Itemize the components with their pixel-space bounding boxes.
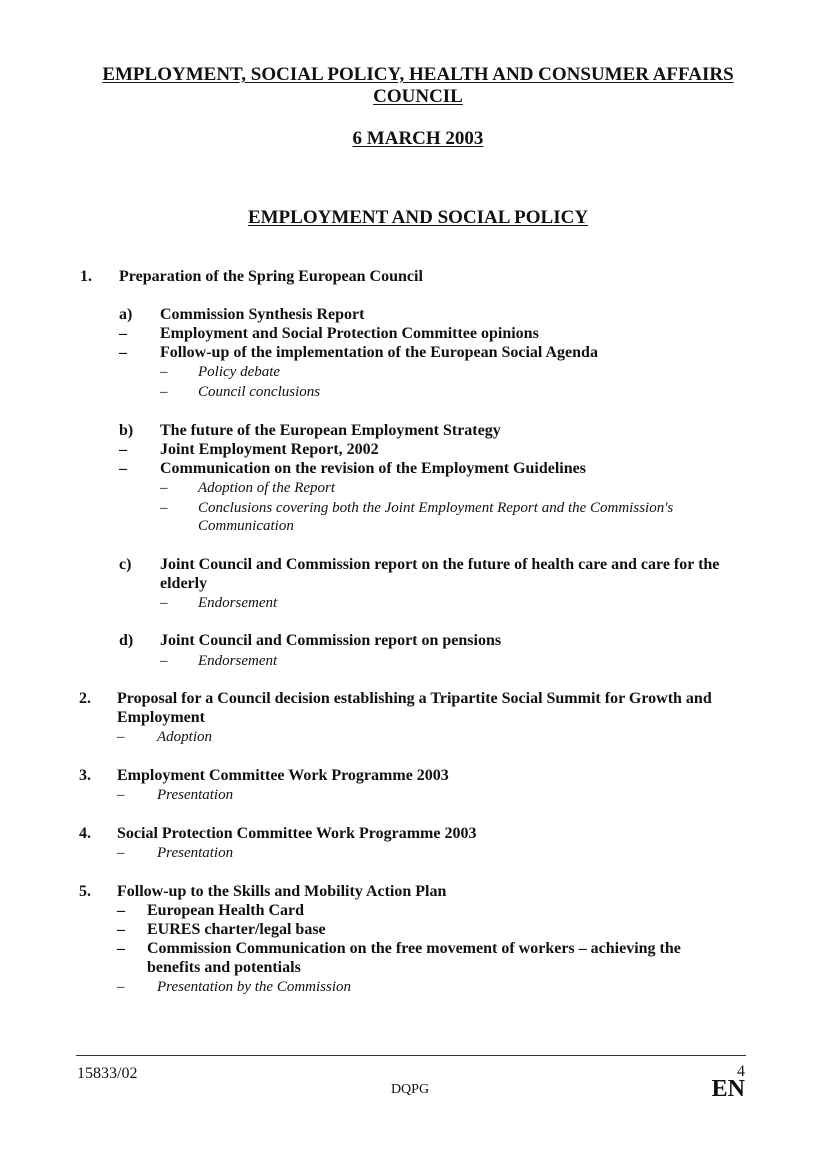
item-1b-subitem-2: Communication on the revision of the Employment Guidelines	[160, 460, 586, 477]
item-2-title-line1: Proposal for a Council decision establishing a Tripartite Social Summit for Growth and	[117, 690, 712, 707]
item-2-title-line2: Employment	[117, 709, 205, 726]
item-2-number: 2.	[79, 690, 91, 707]
item-1b-action-1: Adoption of the Report	[198, 480, 336, 496]
item-5-title: Follow-up to the Skills and Mobility Action Plan	[117, 883, 447, 900]
dash: –	[117, 729, 125, 745]
page-number: 4	[737, 1063, 745, 1080]
language-code: EN	[711, 1076, 745, 1102]
item-1b-subitem-1: Joint Employment Report, 2002	[160, 441, 379, 458]
item-4-action-1: Presentation	[157, 845, 234, 861]
dash: –	[117, 979, 125, 995]
department-code: DQPG	[390, 1082, 430, 1097]
item-5-subitem-3-line1: Commission Communication on the free movement of workers – achieving the	[147, 940, 681, 957]
dash: –	[160, 500, 168, 516]
item-1c-title-line2: elderly	[160, 575, 208, 592]
document-reference: 15833/02	[77, 1065, 138, 1082]
item-1a-subitem-1: Employment and Social Protection Committee opinions	[160, 325, 539, 342]
item-3-title: Employment Committee Work Programme 2003	[117, 767, 449, 784]
item-4-title: Social Protection Committee Work Programme 2003	[117, 825, 477, 842]
item-1a-action-2: Council conclusions	[198, 384, 321, 400]
meeting-date: 6 MARCH 2003	[352, 128, 484, 149]
item-1d-title: Joint Council and Commission report on pensions	[160, 632, 502, 649]
dash: –	[160, 653, 168, 669]
item-1b-action-2-line2: Communication	[198, 518, 294, 534]
header-title-line1: EMPLOYMENT, SOCIAL POLICY, HEALTH AND CONSUMER AFFAIRS	[102, 64, 734, 85]
dash: –	[117, 940, 125, 957]
item-1a-subitem-2: Follow-up of the implementation of the European Social Agenda	[160, 344, 598, 361]
item-5-action-1: Presentation by the Commission	[157, 979, 352, 995]
section-heading: EMPLOYMENT AND SOCIAL POLICY	[247, 207, 589, 228]
dash: –	[119, 441, 127, 458]
dash: –	[119, 344, 127, 361]
item-1a-title: Commission Synthesis Report	[160, 306, 365, 323]
item-2-action-1: Adoption	[157, 729, 212, 745]
dash: –	[119, 460, 127, 477]
item-1b-action-2-line1: Conclusions covering both the Joint Employment Report and the Commission's	[198, 500, 674, 516]
item-3-action-1: Presentation	[157, 787, 234, 803]
item-1d-action-1: Endorsement	[198, 653, 278, 669]
dash: –	[119, 325, 127, 342]
dash: –	[117, 902, 125, 919]
dash: –	[117, 787, 125, 803]
item-1c-label: c)	[119, 556, 132, 573]
item-1c-title-line1: Joint Council and Commission report on the future of health care and care for the	[160, 556, 720, 573]
item-1a-action-1: Policy debate	[198, 364, 281, 380]
dash: –	[117, 921, 125, 938]
dash: –	[160, 364, 168, 380]
item-1a-label: a)	[119, 306, 133, 323]
header-title-line2: COUNCIL	[373, 86, 463, 107]
dash: –	[117, 845, 125, 861]
item-1-number: 1.	[80, 268, 92, 285]
item-1c-action-1: Endorsement	[198, 595, 278, 611]
footer-rule	[76, 1055, 746, 1056]
dash: –	[160, 595, 168, 611]
item-5-number: 5.	[79, 883, 91, 900]
item-1d-label: d)	[119, 632, 134, 649]
dash: –	[160, 384, 168, 400]
item-4-number: 4.	[79, 825, 91, 842]
item-5-subitem-1: European Health Card	[147, 902, 305, 919]
item-1b-label: b)	[119, 422, 134, 439]
item-5-subitem-3-line2: benefits and potentials	[147, 959, 301, 976]
item-5-subitem-2: EURES charter/legal base	[147, 921, 326, 938]
item-1-title: Preparation of the Spring European Council	[119, 268, 423, 285]
item-3-number: 3.	[79, 767, 91, 784]
item-1b-title: The future of the European Employment Strategy	[160, 422, 501, 439]
dash: –	[160, 480, 168, 496]
